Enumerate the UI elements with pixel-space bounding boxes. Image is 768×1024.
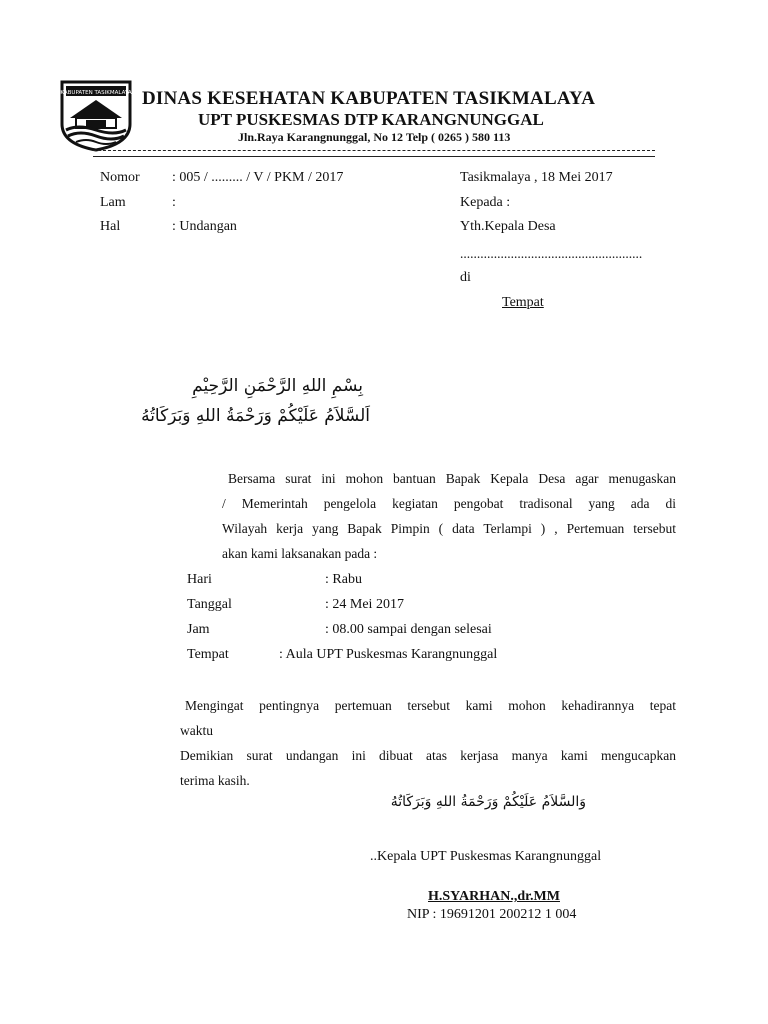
paragraph-line: Wilayah kerja yang Bapak Pimpin ( data Terlampi ) , Pertemuan tersebut <box>222 521 676 536</box>
regency-emblem-icon <box>58 78 134 152</box>
hal-label: Hal <box>100 219 121 234</box>
detail-value-jam: : 08.00 sampai dengan selesai <box>325 622 492 637</box>
paragraph-request <box>222 466 676 566</box>
lam-value: : <box>172 195 176 210</box>
basmalah: بِسْمِ اللهِ الرَّحْمَنِ الرَّحِيْمِ <box>192 376 363 396</box>
header-divider-solid <box>93 156 655 157</box>
paragraph-line: waktu <box>180 723 213 738</box>
salam-opening: اَلسَّلاَمُ عَلَيْكُمْ وَرَحْمَةُ اللهِ وَبَرَكَاتُهُ <box>141 406 370 426</box>
detail-value-hari: : Rabu <box>325 572 362 587</box>
hal-value: : Undangan <box>172 219 237 234</box>
detail-label-tanggal: Tanggal <box>187 597 232 612</box>
regency-logo <box>58 78 134 152</box>
paragraph-line: Bersama surat ini mohon bantuan Bapak Kepala Desa agar menugaskan <box>228 471 676 486</box>
agency-title: DINAS KESEHATAN KABUPATEN TASIKMALAYA <box>142 88 596 109</box>
place-date: Tasikmalaya , 18 Mei 2017 <box>460 170 613 185</box>
nomor-value: : 005 / ......... / V / PKM / 2017 <box>172 170 344 185</box>
recipient-title: Yth.Kepala Desa <box>460 219 556 234</box>
header-divider-dashed <box>93 150 655 151</box>
detail-label-jam: Jam <box>187 622 210 637</box>
paragraph-attendance <box>180 693 676 793</box>
detail-value-tempat: : Aula UPT Puskesmas Karangnunggal <box>279 647 498 662</box>
paragraph-line: Mengingat pentingnya pertemuan tersebut kami mohon kehadirannya tepat <box>185 698 676 713</box>
detail-value-tanggal: : 24 Mei 2017 <box>325 597 404 612</box>
recipient-dots: ...................................................... <box>460 246 643 261</box>
agency-subtitle: UPT PUSKESMAS DTP KARANGNUNGGAL <box>198 110 544 129</box>
nomor-label: Nomor <box>100 170 140 185</box>
svg-text:KABUPATEN TASIKMALAYA: KABUPATEN TASIKMALAYA <box>60 90 132 96</box>
signatory-position: ..Kepala UPT Puskesmas Karangnunggal <box>370 849 602 864</box>
agency-address: Jln.Raya Karangnunggal, No 12 Telp ( 0265 ) 580 113 <box>238 130 511 144</box>
di-label: di <box>460 270 471 285</box>
paragraph-line: Demikian surat undangan ini dibuat atas kerjasa manya kami mengucapkan <box>180 748 676 763</box>
tempat-label: Tempat <box>502 295 544 310</box>
salam-closing: وَالسَّلاَمُ عَلَيْكُمْ وَرَحْمَةُ اللهِ وَبَرَكَاتُهُ <box>390 794 586 810</box>
kepada-label: Kepada : <box>460 195 511 210</box>
lam-label: Lam <box>100 195 126 210</box>
paragraph-line: / Memerintah pengelola kegiatan pengobat tradisonal yang ada di <box>222 496 676 511</box>
signatory-name: H.SYARHAN.,dr.MM <box>428 889 560 904</box>
detail-label-hari: Hari <box>187 572 212 587</box>
paragraph-line: akan kami laksanakan pada : <box>222 546 378 561</box>
signatory-nip: NIP : 19691201 200212 1 004 <box>407 907 577 922</box>
detail-label-tempat: Tempat <box>187 647 229 662</box>
paragraph-line: terima kasih. <box>180 773 250 788</box>
